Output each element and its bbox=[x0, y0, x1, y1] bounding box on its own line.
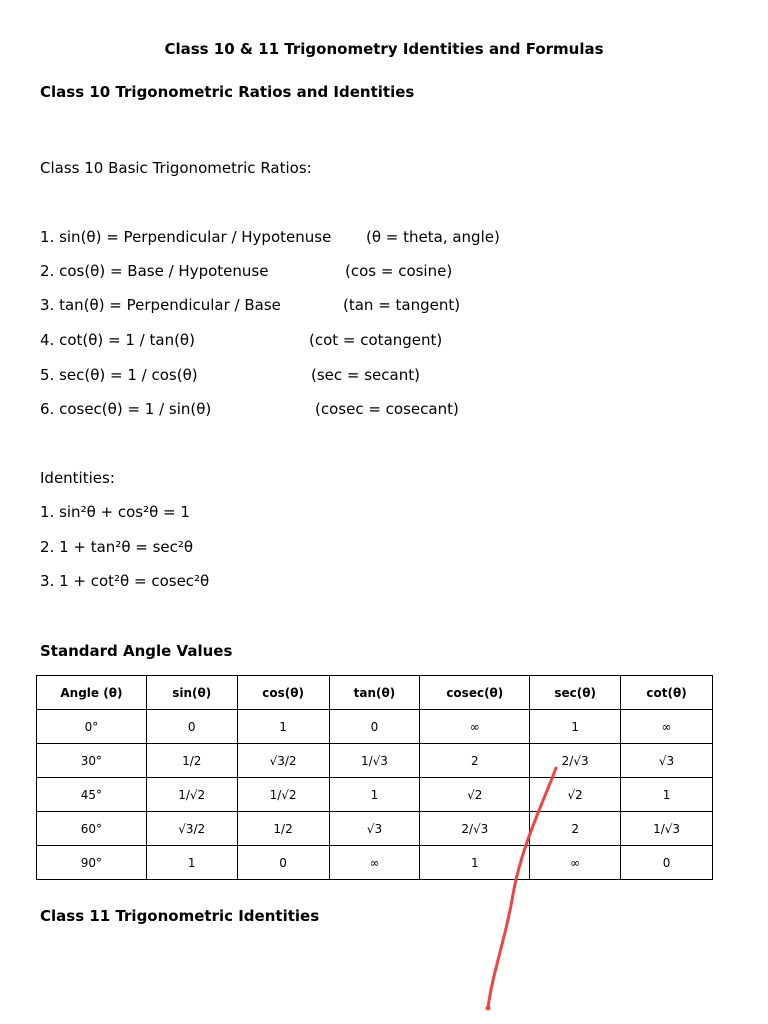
table-cell: 30° bbox=[37, 744, 147, 778]
header-sec: sec(θ) bbox=[530, 676, 621, 710]
header-cot: cot(θ) bbox=[621, 676, 713, 710]
table-cell: 0 bbox=[329, 710, 420, 744]
table-row bbox=[37, 812, 713, 846]
table-cell: 0° bbox=[37, 710, 147, 744]
ratio-line-1: 1. sin(θ) = Perpendicular / Hypotenuse bbox=[40, 228, 332, 246]
table-cell: √3 bbox=[621, 744, 713, 778]
header-tan: tan(θ) bbox=[329, 676, 420, 710]
table-cell: 60° bbox=[37, 812, 147, 846]
table-cell: ∞ bbox=[329, 846, 420, 880]
table-cell: √3/2 bbox=[237, 744, 329, 778]
table-cell: 0 bbox=[621, 846, 713, 880]
document-title: Class 10 & 11 Trigonometry Identities and Formulas bbox=[164, 40, 604, 58]
ratio-line-3: 3. tan(θ) = Perpendicular / Base bbox=[40, 296, 281, 314]
ratio-line-5: 5. sec(θ) = 1 / cos(θ) bbox=[40, 366, 198, 384]
table-row bbox=[37, 710, 713, 744]
ratio-line-6: 6. cosec(θ) = 1 / sin(θ) bbox=[40, 400, 212, 418]
ratio-line-2: 2. cos(θ) = Base / Hypotenuse bbox=[40, 262, 269, 280]
identity-line-1: 1. sin²θ + cos²θ = 1 bbox=[40, 503, 190, 521]
table-row bbox=[37, 846, 713, 880]
table-header-row bbox=[37, 676, 713, 710]
identity-line-2: 2. 1 + tan²θ = sec²θ bbox=[40, 538, 194, 556]
ratio-note-4: (cot = cotangent) bbox=[309, 331, 443, 349]
table-row bbox=[37, 778, 713, 812]
ratio-note-1: (θ = theta, angle) bbox=[366, 228, 500, 246]
table-cell: 90° bbox=[37, 846, 147, 880]
basic-ratios-heading: Class 10 Basic Trigonometric Ratios: bbox=[40, 159, 312, 177]
ratio-note-3: (tan = tangent) bbox=[343, 296, 461, 314]
section-heading-class11: Class 11 Trigonometric Identities bbox=[40, 907, 320, 925]
table-cell: 2/√3 bbox=[420, 812, 530, 846]
table-cell: √3 bbox=[329, 812, 420, 846]
table-cell: 1/√2 bbox=[237, 778, 329, 812]
header-cos: cos(θ) bbox=[237, 676, 329, 710]
table-cell: 1 bbox=[621, 778, 713, 812]
table-cell: 1/√3 bbox=[621, 812, 713, 846]
table-cell: 1/√2 bbox=[146, 778, 237, 812]
table-cell: 1 bbox=[146, 846, 237, 880]
table-cell: 1 bbox=[237, 710, 329, 744]
table-cell: 45° bbox=[37, 778, 147, 812]
identity-line-3: 3. 1 + cot²θ = cosec²θ bbox=[40, 572, 210, 590]
table-cell: 1/2 bbox=[146, 744, 237, 778]
ratio-note-6: (cosec = cosecant) bbox=[315, 400, 459, 418]
table-cell: 1/√3 bbox=[329, 744, 420, 778]
table-cell: 2 bbox=[530, 812, 621, 846]
table-cell: 0 bbox=[146, 710, 237, 744]
table-cell: √3/2 bbox=[146, 812, 237, 846]
table-cell: √2 bbox=[530, 778, 621, 812]
table-cell: 1 bbox=[329, 778, 420, 812]
header-cosec: cosec(θ) bbox=[420, 676, 530, 710]
table-cell: 1 bbox=[420, 846, 530, 880]
table-cell: 2/√3 bbox=[530, 744, 621, 778]
table-cell: ∞ bbox=[530, 846, 621, 880]
ratio-line-4: 4. cot(θ) = 1 / tan(θ) bbox=[40, 331, 195, 349]
section-heading-class10: Class 10 Trigonometric Ratios and Identities bbox=[40, 83, 415, 101]
header-sin: sin(θ) bbox=[146, 676, 237, 710]
identities-heading: Identities: bbox=[40, 469, 115, 487]
table-row bbox=[37, 744, 713, 778]
table-cell: 1 bbox=[530, 710, 621, 744]
table-cell: ∞ bbox=[621, 710, 713, 744]
table-cell: 1/2 bbox=[237, 812, 329, 846]
table-heading: Standard Angle Values bbox=[40, 642, 233, 660]
ratio-note-2: (cos = cosine) bbox=[345, 262, 453, 280]
table-cell: √2 bbox=[420, 778, 530, 812]
table-cell: 0 bbox=[237, 846, 329, 880]
standard-angle-table bbox=[36, 675, 713, 880]
table-cell: 2 bbox=[420, 744, 530, 778]
ratio-note-5: (sec = secant) bbox=[311, 366, 420, 384]
table-cell: ∞ bbox=[420, 710, 530, 744]
header-angle: Angle (θ) bbox=[37, 676, 147, 710]
